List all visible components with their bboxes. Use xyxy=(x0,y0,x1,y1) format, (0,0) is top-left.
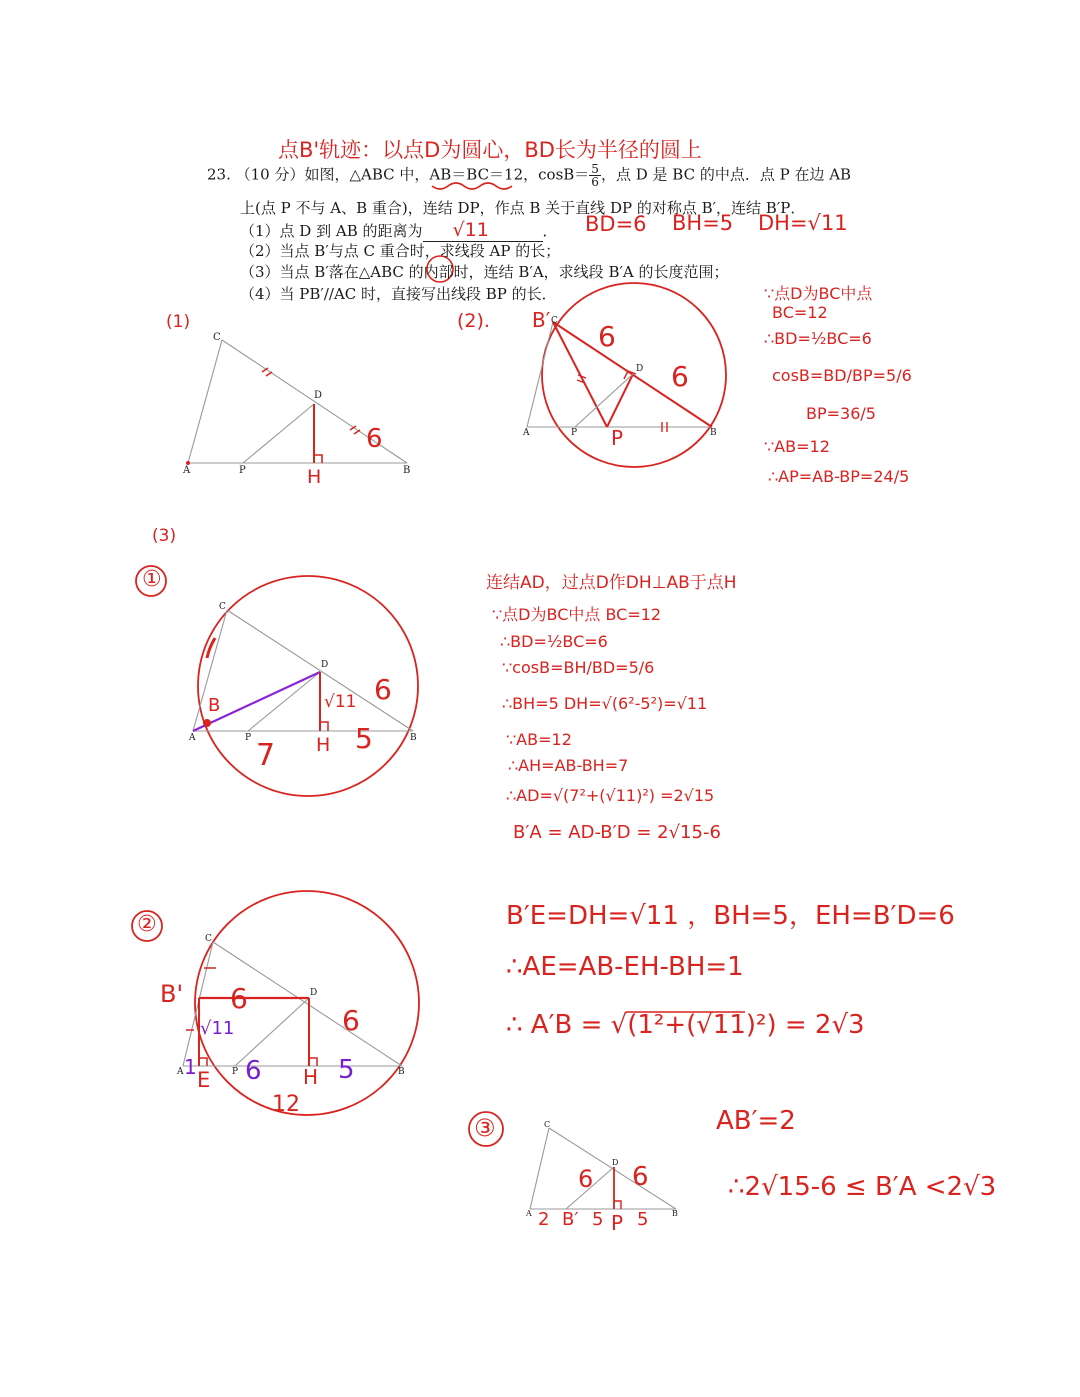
c1-work-5: ∴BH=5 DH=√(6²-5²)=√11 xyxy=(502,694,708,713)
part2-work-7: ∴AP=AB-BP=24/5 xyxy=(768,467,910,486)
c3-bottom-5b: 5 xyxy=(637,1209,649,1230)
c1-work-3: ∴BD=½BC=6 xyxy=(500,632,608,651)
c2-work-1: B′E=DH=√11 ，BH=5，EH=B′D=6 xyxy=(506,901,955,931)
part2-work-6: ∵AB=12 xyxy=(764,437,830,456)
c1-point-p: P xyxy=(245,733,252,743)
c2-len-12: 12 xyxy=(272,1092,300,1117)
c1-work-8: ∴AD=√(7²+(√11)²) =2√15 xyxy=(506,786,715,805)
c3-bottom-p: P xyxy=(611,1211,624,1235)
c1-point-h: H xyxy=(316,734,331,756)
c1-work-7: ∴AH=AB-BH=7 xyxy=(508,756,629,775)
fig2-point-b-prime: B′ xyxy=(532,308,551,332)
part2-work-3: ∴BD=½BC=6 xyxy=(764,329,872,348)
note-bd: BD=6 xyxy=(585,212,647,236)
c2-work-3: ∴ A′B = √(1²+(√11)²) = 2√3 xyxy=(506,1010,865,1040)
figure-3-case-3 xyxy=(530,1128,676,1209)
c2-point-b-prime: B' xyxy=(160,980,184,1008)
fig2-point-a: A xyxy=(523,428,530,438)
c3-point-c: C xyxy=(544,1120,551,1129)
c3-point-d: D xyxy=(612,1158,619,1167)
c1-point-c: C xyxy=(219,602,226,612)
problem-line-2: 上(点 P 不与 A、B 重合)，连结 DP，作点 B 关于直线 DP 的对称点 B′，连结 B′P． xyxy=(240,199,806,217)
fig1-len-6: 6 xyxy=(366,424,383,454)
case-1-label: ① xyxy=(142,567,162,592)
fig1-point-a: A xyxy=(183,465,191,476)
fig2-len-6b: 6 xyxy=(671,360,689,393)
c2-point-c: C xyxy=(205,934,212,944)
c3-len-6b: 6 xyxy=(632,1162,649,1192)
problem-head-rest: ，点 D 是 BC 的中点．点 P 在边 AB xyxy=(600,165,852,184)
figure-2 xyxy=(527,283,726,467)
c1-work-6: ∵AB=12 xyxy=(506,730,572,749)
c2-point-h: H xyxy=(303,1065,319,1089)
c1-point-b-prime: B xyxy=(208,695,221,716)
question-4: （4）当 PB′//AC 时，直接写出线段 BP 的长． xyxy=(240,285,557,303)
case-2-label: ② xyxy=(137,912,157,937)
fig1-point-d: D xyxy=(314,390,323,401)
c3-bottom-5a: 5 xyxy=(592,1209,604,1230)
fig2-point-p-big: P xyxy=(611,426,624,450)
fig1-point-b: B xyxy=(403,465,411,476)
part-2-label: (2). xyxy=(457,310,490,332)
c3-point-a: A xyxy=(526,1209,532,1218)
fig2-len-6a: 6 xyxy=(598,320,616,353)
question-1-blank xyxy=(423,219,543,242)
fig2-point-c: C xyxy=(551,316,558,326)
cos-fraction: $\frac{5}{6}$ xyxy=(591,162,599,189)
case-3-label: ③ xyxy=(474,1114,496,1142)
c2-sqrt11: √11 xyxy=(200,1018,235,1039)
problem-line-1 xyxy=(207,163,851,188)
note-dh: DH=√11 xyxy=(758,211,848,235)
question-1: （1）点 D 到 AB 的距离为 √11 ． xyxy=(240,219,558,241)
c1-len-5: 5 xyxy=(355,722,373,755)
c3-work-1: AB′=2 xyxy=(716,1106,796,1136)
c3-len-6a: 6 xyxy=(578,1165,594,1193)
c3-bottom-2: 2 xyxy=(538,1209,550,1230)
fig1-point-h: H xyxy=(307,466,322,488)
c2-len-1: 1 xyxy=(184,1055,197,1079)
part-3-label: (3) xyxy=(152,526,177,546)
c2-len-6b: 6 xyxy=(342,1004,360,1037)
c1-point-b: B xyxy=(410,733,417,743)
question-2: （2）当点 B′与点 C 重合时，求线段 AP 的长； xyxy=(240,242,561,260)
fig1-point-p: P xyxy=(239,465,246,476)
part2-work-2: BC=12 xyxy=(772,303,828,322)
part2-work-4: cosB=BD/BP=5/6 xyxy=(772,366,912,385)
c2-point-b: B xyxy=(398,1067,405,1077)
c1-point-d: D xyxy=(321,660,329,670)
question-3: （3）当点 B′落在△ABC 的内部时，连结 B′A，求线段 B′A 的长度范围； xyxy=(240,263,729,281)
fig1-point-c: C xyxy=(213,332,221,343)
c2-point-d: D xyxy=(310,988,318,998)
c2-len-5: 5 xyxy=(338,1055,355,1085)
part2-work-5: BP=36/5 xyxy=(806,404,876,423)
c1-sqrt11: √11 xyxy=(324,692,357,712)
c1-point-a: A xyxy=(189,733,196,743)
problem-cos-prefix: ，cosB＝ xyxy=(523,165,590,184)
c3-point-b: B xyxy=(672,1209,678,1218)
c1-len-6: 6 xyxy=(374,673,392,706)
c1-work-9: B′A = AD-B′D = 2√15-6 xyxy=(513,822,721,843)
c2-len-6c: 6 xyxy=(245,1056,262,1086)
part-1-label: (1) xyxy=(166,312,191,332)
c1-len-7: 7 xyxy=(256,738,276,773)
question-1-prefix: （1）点 D 到 AB 的距离为 xyxy=(240,222,423,240)
locus-annotation: 点B'轨迹：以点D为圆心，BD长为半径的圆上 xyxy=(278,138,702,162)
fig2-point-b: B xyxy=(710,428,717,438)
c1-work-4: ∵cosB=BH/BD=5/6 xyxy=(502,658,655,677)
figure-3-case-2 xyxy=(183,891,419,1115)
c2-point-a: A xyxy=(177,1067,184,1077)
c2-point-p: P xyxy=(232,1067,239,1077)
problem-ab-bc: AB＝BC＝12 xyxy=(429,165,524,184)
c3-work-2: ∴2√15-6 ≤ B′A <2√3 xyxy=(728,1172,997,1202)
c2-work-2: ∴AE=AB-EH-BH=1 xyxy=(506,952,744,982)
c1-work-1: 连结AD，过点D作DH⊥AB于点H xyxy=(486,573,737,593)
problem-head: 23. （10 分）如图，△ABC 中， xyxy=(207,165,430,184)
c3-bottom-b-prime: B′ xyxy=(562,1209,579,1230)
c2-len-6a: 6 xyxy=(230,982,248,1015)
question-1-answer: √11 xyxy=(452,219,489,241)
fig2-point-p: P xyxy=(571,428,578,438)
c1-work-2: ∵点D为BC中点 BC=12 xyxy=(492,605,662,624)
part2-work-1: ∵点D为BC中点 xyxy=(764,284,873,303)
note-bh: BH=5 xyxy=(672,211,734,235)
fig2-point-d: D xyxy=(636,364,644,374)
c2-point-e: E xyxy=(197,1068,211,1092)
